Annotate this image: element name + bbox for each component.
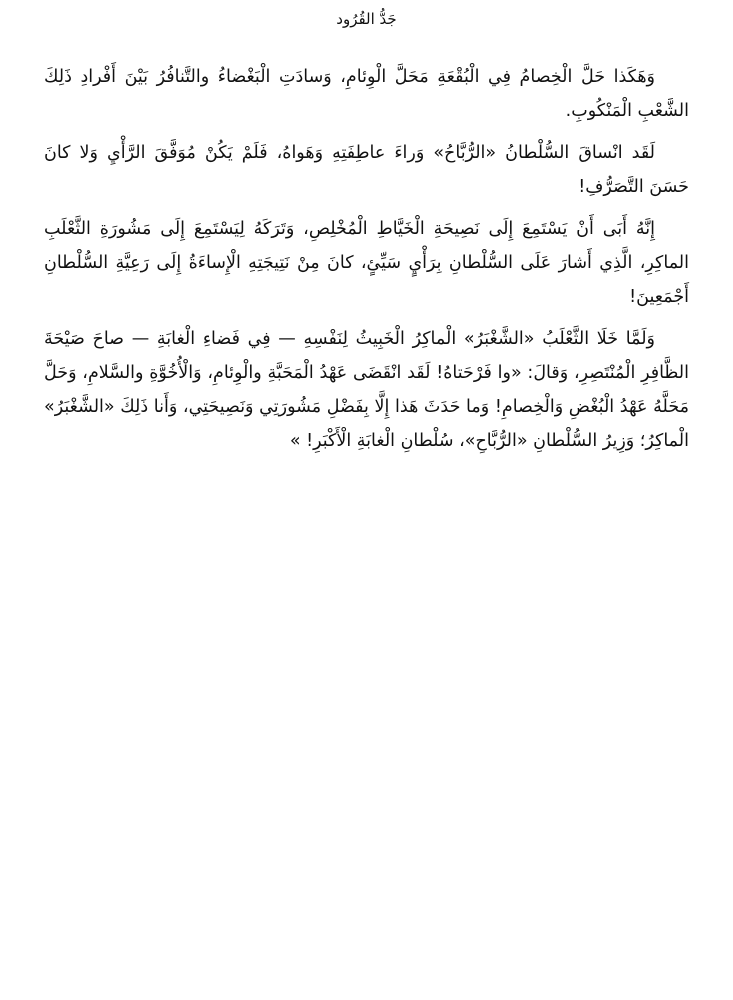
page-title: جَدُّ القُرُود bbox=[336, 10, 397, 28]
paragraph-4: وَلَمَّا خَلَا الثَّعْلَبُ «الشَّغْبَرُ» الْماكِرُ الْخَبِيثُ لِنَفْسِهِ — فِي فَضاءِ الْغابَةِ — صاحَ صَيْحَةَ الظَّافِرِ الْمُنْتَصِرِ، وَقالَ: «وا فَرْحَتاهُ! لَقَد انْقَضَى عَهْدُ الْمَحَبَّةِ والْوِئامِ، وَالْأُخُوَّةِ والسَّلامِ، وَحَلَّ مَحَلَّهُ عَهْدُ الْبُغْضِ وَالْخِصامِ! وَما حَدَثَ هَذا إِلَّا بِفَضْلِ مَشُورَتِي وَنَصِيحَتِي، وَأَنا ذَلِكَ «الشَّغْبَرُ» الْماكِرُ؛ وَزِيرُ السُّلْطانِ «الرُّبَّاحِ»، سُلْطانِ الْغابَةِ الْأَكْبَرِ! » bbox=[44, 329, 689, 451]
paragraph-3: إِنَّهُ أَبَى أَنْ يَسْتَمِعَ إِلَى نَصِيحَةِ الْخَيَّاطِ الْمُخْلِصِ، وَتَرَكَهُ لِيَسْتَمِعَ إِلَى مَشُورَةِ الثَّعْلَبِ الماكِرِ، الَّذِي أَشارَ عَلَى السُّلْطانِ بِرَأْيٍ سَيِّئٍ، كانَ مِنْ نَتِيجَتِهِ الْإِساءَةُ إِلَى رَعِيَّةِ السُّلْطانِ أَجْمَعِينَ! bbox=[44, 219, 689, 307]
story-text bbox=[44, 60, 689, 466]
paragraph-2: لَقَد انْساقَ السُّلْطانُ «الرُّبَّاحُ» وَراءَ عاطِفَتِهِ وَهَواهُ، فَلَمْ يَكُنْ مُوَفَّقَ الرَّأْيِ وَلا كانَ حَسَنَ التَّصَرُّفِ! bbox=[44, 143, 689, 197]
paragraph-1: وَهَكَذا حَلَّ الْخِصامُ فِي الْبُقْعَةِ مَحَلَّ الْوِئامِ، وَسادَتِ الْبَغْضاءُ والتَّنافُرُ بَيْنَ أَفْرادِ ذَلِكَ الشَّعْبِ الْمَنْكُوبِ. bbox=[44, 67, 689, 121]
